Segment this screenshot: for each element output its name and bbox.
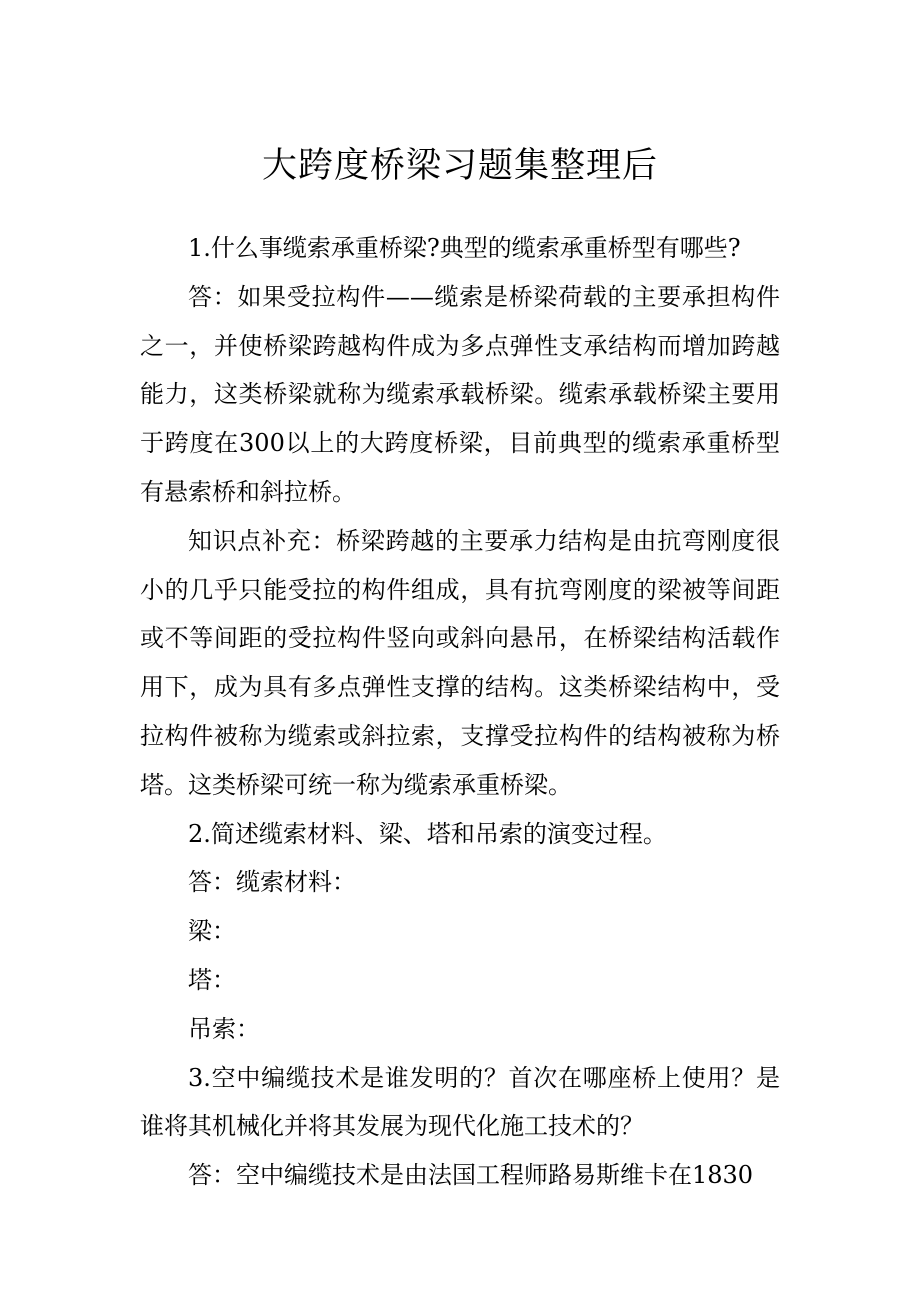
answer-1: 答：如果受拉构件——缆索是桥梁荷载的主要承担构件之一，并使桥梁跨越构件成为多点弹性支承结构而增加跨越能力，这类桥梁就称为缆索承载桥梁。缆索承载桥梁主要用于跨度在300以上的大跨度桥梁，目前典型的缆索承重桥型有悬索桥和斜拉桥。 <box>140 282 780 506</box>
question-3: 3.空中编缆技术是谁发明的？首次在哪座桥上使用？是谁将其机械化并将其发展为现代化施工技术的？ <box>140 1063 780 1141</box>
document-body <box>140 224 780 1200</box>
knowledge-supplement: 知识点补充：桥梁跨越的主要承力结构是由抗弯刚度很小的几乎只能受拉的构件组成，具有抗弯刚度的梁被等间距或不等间距的受拉构件竖向或斜向悬吊，在桥梁结构活载作用下，成为具有多点弹性支撑的结构。这类桥梁结构中，受拉构件被称为缆索或斜拉索，支撑受拉构件的结构被称为桥塔。这类桥梁可统一称为缆索承重桥梁。 <box>140 526 780 799</box>
answer-2-tower: 塔： <box>188 965 236 994</box>
answer-3: 答：空中编缆技术是由法国工程师路易斯维卡在1830 <box>188 1161 754 1190</box>
document-title: 大跨度桥梁习题集整理后 <box>261 146 658 186</box>
answer-2-beam: 梁： <box>188 917 236 946</box>
answer-2-cable-material: 答：缆索材料： <box>188 868 356 897</box>
answer-2-hanger: 吊索： <box>188 1014 260 1043</box>
question-1: 1.什么事缆索承重桥梁?典型的缆索承重桥型有哪些? <box>188 234 741 262</box>
question-2: 2.简述缆索材料、梁、塔和吊索的演变过程。 <box>188 819 667 848</box>
